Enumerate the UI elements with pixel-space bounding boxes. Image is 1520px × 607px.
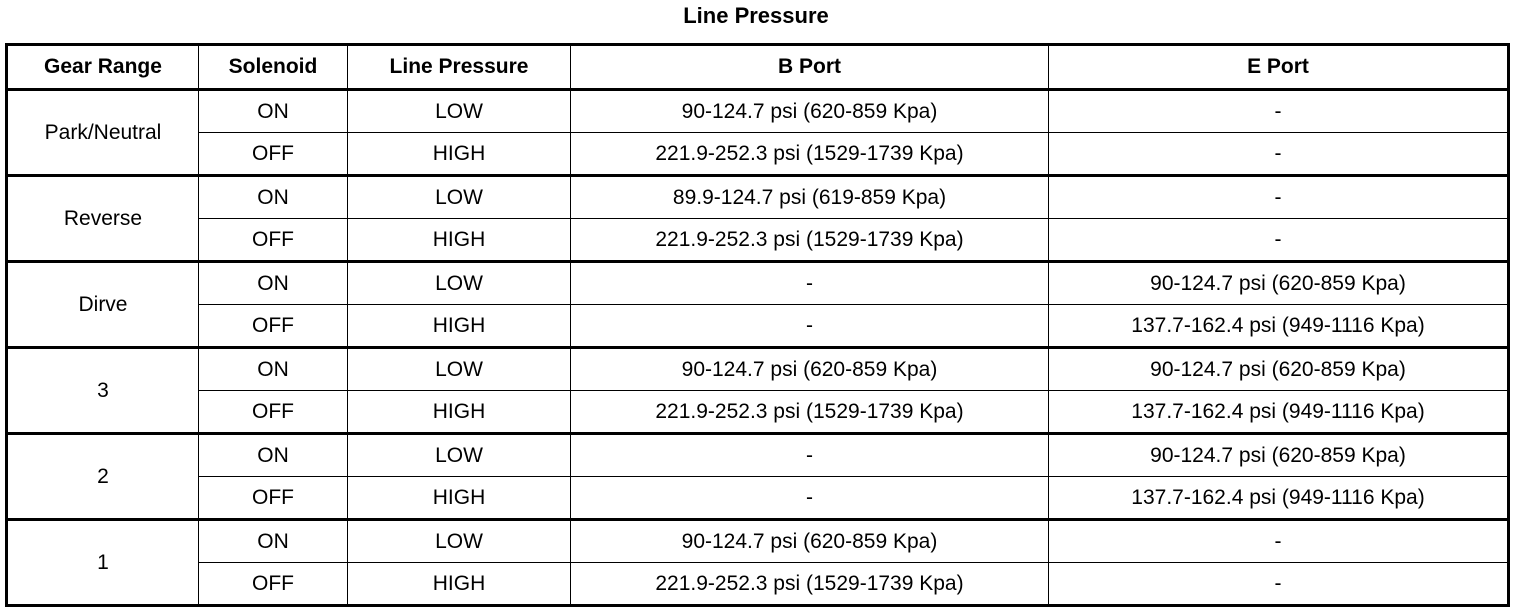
gear-range-cell: 2: [7, 434, 199, 520]
table-row: [7, 176, 1509, 219]
b-port-cell: 90-124.7 psi (620-859 Kpa): [571, 90, 1049, 133]
line-pressure-cell: LOW: [348, 520, 571, 563]
header-solenoid: Solenoid: [199, 45, 348, 90]
b-port-cell: 221.9-252.3 psi (1529-1739 Kpa): [571, 391, 1049, 434]
line-pressure-cell: LOW: [348, 176, 571, 219]
gear-range-cell: Dirve: [7, 262, 199, 348]
table-row: [7, 520, 1509, 563]
e-port-cell: -: [1049, 176, 1509, 219]
table-row: [7, 262, 1509, 305]
line-pressure-cell: LOW: [348, 434, 571, 477]
e-port-cell: 137.7-162.4 psi (949-1116 Kpa): [1049, 477, 1509, 520]
solenoid-cell: OFF: [199, 133, 348, 176]
line-pressure-cell: HIGH: [348, 391, 571, 434]
header-b-port: B Port: [571, 45, 1049, 90]
header-e-port: E Port: [1049, 45, 1509, 90]
gear-range-cell: 1: [7, 520, 199, 606]
e-port-cell: -: [1049, 90, 1509, 133]
table-row: [7, 219, 1509, 262]
solenoid-cell: ON: [199, 520, 348, 563]
solenoid-cell: ON: [199, 262, 348, 305]
table-body: [7, 90, 1509, 606]
table-row: [7, 391, 1509, 434]
header-line-pressure: Line Pressure: [348, 45, 571, 90]
table-row: [7, 477, 1509, 520]
table-row: [7, 563, 1509, 606]
table-row: [7, 90, 1509, 133]
b-port-cell: 90-124.7 psi (620-859 Kpa): [571, 520, 1049, 563]
gear-range-cell: Park/Neutral: [7, 90, 199, 176]
solenoid-cell: OFF: [199, 563, 348, 606]
line-pressure-cell: HIGH: [348, 477, 571, 520]
solenoid-cell: ON: [199, 348, 348, 391]
solenoid-cell: ON: [199, 176, 348, 219]
solenoid-cell: OFF: [199, 477, 348, 520]
line-pressure-cell: HIGH: [348, 305, 571, 348]
solenoid-cell: OFF: [199, 219, 348, 262]
b-port-cell: 221.9-252.3 psi (1529-1739 Kpa): [571, 133, 1049, 176]
line-pressure-cell: HIGH: [348, 133, 571, 176]
line-pressure-cell: HIGH: [348, 563, 571, 606]
b-port-cell: 90-124.7 psi (620-859 Kpa): [571, 348, 1049, 391]
b-port-cell: -: [571, 477, 1049, 520]
e-port-cell: 137.7-162.4 psi (949-1116 Kpa): [1049, 391, 1509, 434]
solenoid-cell: ON: [199, 90, 348, 133]
b-port-cell: -: [571, 434, 1049, 477]
b-port-cell: 89.9-124.7 psi (619-859 Kpa): [571, 176, 1049, 219]
b-port-cell: 221.9-252.3 psi (1529-1739 Kpa): [571, 219, 1049, 262]
table-row: [7, 133, 1509, 176]
gear-range-cell: 3: [7, 348, 199, 434]
e-port-cell: -: [1049, 133, 1509, 176]
line-pressure-cell: LOW: [348, 348, 571, 391]
table-row: [7, 305, 1509, 348]
b-port-cell: -: [571, 262, 1049, 305]
solenoid-cell: OFF: [199, 391, 348, 434]
line-pressure-cell: LOW: [348, 90, 571, 133]
e-port-cell: -: [1049, 563, 1509, 606]
line-pressure-table: [5, 43, 1510, 607]
line-pressure-cell: LOW: [348, 262, 571, 305]
gear-range-cell: Reverse: [7, 176, 199, 262]
solenoid-cell: ON: [199, 434, 348, 477]
table-row: [7, 434, 1509, 477]
e-port-cell: 90-124.7 psi (620-859 Kpa): [1049, 348, 1509, 391]
table-row: [7, 348, 1509, 391]
line-pressure-cell: HIGH: [348, 219, 571, 262]
solenoid-cell: OFF: [199, 305, 348, 348]
e-port-cell: 137.7-162.4 psi (949-1116 Kpa): [1049, 305, 1509, 348]
e-port-cell: 90-124.7 psi (620-859 Kpa): [1049, 262, 1509, 305]
e-port-cell: 90-124.7 psi (620-859 Kpa): [1049, 434, 1509, 477]
header-gear-range: Gear Range: [7, 45, 199, 90]
b-port-cell: -: [571, 305, 1049, 348]
page-title: Line Pressure: [683, 3, 829, 28]
b-port-cell: 221.9-252.3 psi (1529-1739 Kpa): [571, 563, 1049, 606]
e-port-cell: -: [1049, 219, 1509, 262]
e-port-cell: -: [1049, 520, 1509, 563]
table-header-row: [7, 45, 1509, 90]
